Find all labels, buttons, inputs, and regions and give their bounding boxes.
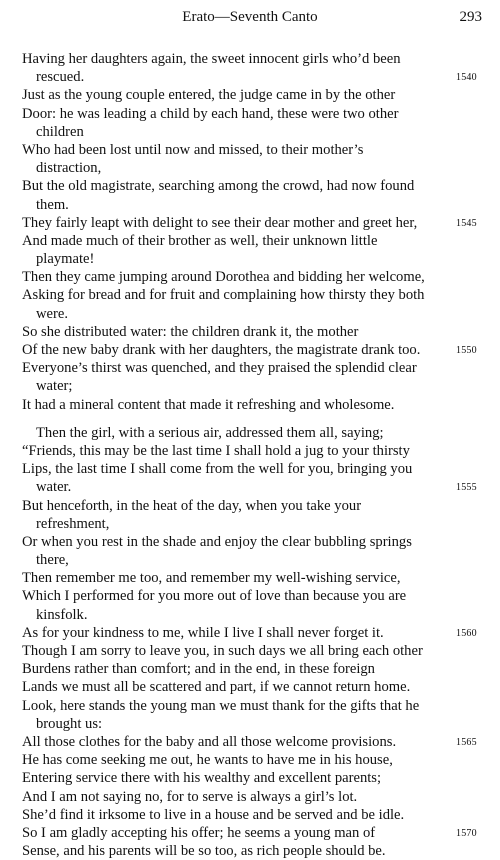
verse-line <box>22 141 450 159</box>
line-number: 1550 <box>456 345 477 356</box>
verse-line <box>22 769 450 787</box>
verse-line <box>22 86 450 104</box>
verse-line-text: water. <box>36 479 72 496</box>
verse-line-text: rescued. <box>36 69 85 86</box>
verse-line <box>22 341 477 359</box>
verse-line-text: Burdens rather than comfort; and in the end, in these foreign <box>22 661 375 678</box>
verse-line-text: Asking for bread and for fruit and complaining how thirsty they both <box>22 287 425 304</box>
line-number: 1565 <box>456 736 477 748</box>
verse-line-text: And I am not saying no, for to serve is always a girl’s lot. <box>22 788 358 805</box>
line-number: 1560 <box>456 627 477 639</box>
line-number: 1545 <box>456 217 477 229</box>
verse-line <box>22 232 450 250</box>
verse-line-text: them. <box>36 196 69 213</box>
verse-line-text: And made much of their brother as well, their unknown little <box>22 232 378 249</box>
verse-line <box>22 177 450 195</box>
verse-line-text: Look, here stands the young man we must thank for the gifts that he <box>22 697 420 714</box>
verse-line <box>22 515 450 533</box>
verse-line <box>22 478 477 496</box>
verse-line <box>22 268 450 286</box>
verse-line-text: distraction, <box>36 160 102 177</box>
verse-line <box>22 442 450 460</box>
verse-line <box>22 533 450 551</box>
verse-line <box>22 497 450 515</box>
verse-line-text: They fairly leapt with delight to see their dear mother and greet her, <box>22 214 418 231</box>
verse-line-text: brought us: <box>36 715 103 732</box>
verse-line-text: It had a mineral content that made it refreshing and wholesome. <box>22 396 395 413</box>
page-header <box>0 9 500 29</box>
line-number: 1555 <box>456 482 477 494</box>
verse-line-text: But the old magistrate, searching among the crowd, had now found <box>22 178 415 195</box>
verse-line-text: Of the new baby drank with her daughters, the magistrate drank too. <box>22 342 421 358</box>
verse-line-text: Then remember me too, and remember my well-wishing service, <box>22 570 401 587</box>
verse-line <box>22 424 450 442</box>
verse-line-text: Having her daughters again, the sweet innocent girls who’d been <box>22 51 401 67</box>
verse-line <box>22 697 450 715</box>
verse-line-text: “Friends, this may be the last time I shall hold a jug to your thirsty <box>22 442 410 459</box>
verse-line <box>22 396 450 414</box>
verse-line <box>22 68 477 86</box>
verse-line <box>22 733 477 751</box>
verse-line <box>22 824 477 842</box>
verse-line-text: All those clothes for the baby and all those welcome provisions. <box>22 733 397 750</box>
poem-text <box>22 50 477 860</box>
verse-line <box>22 286 450 304</box>
verse-line-text: refreshment, <box>36 515 110 532</box>
verse-line <box>22 660 450 678</box>
verse-line <box>22 250 450 268</box>
verse-line <box>22 377 450 395</box>
verse-line-text: Then the girl, with a serious air, addressed them all, saying; <box>36 424 384 441</box>
verse-line <box>22 359 450 377</box>
verse-line-text: Then they came jumping around Dorothea and bidding her welcome, <box>22 269 425 286</box>
verse-line-text: Which I performed for you more out of love than because you are <box>22 588 407 605</box>
line-number: 1570 <box>456 827 477 839</box>
verse-line <box>22 715 450 733</box>
verse-line <box>22 788 450 806</box>
verse-line <box>22 196 450 214</box>
verse-line-text: children <box>36 123 84 140</box>
verse-line-text: water; <box>36 378 73 395</box>
verse-line-text: there, <box>36 552 69 569</box>
verse-line <box>22 751 450 769</box>
verse-line <box>22 606 450 624</box>
verse-line-text: As for your kindness to me, while I live I shall never forget it. <box>22 624 384 641</box>
verse-line <box>22 678 450 696</box>
verse-line <box>22 323 450 341</box>
page-number: 293 <box>459 9 482 25</box>
verse-line-text: kinsfolk. <box>36 606 88 623</box>
verse-line <box>22 123 450 141</box>
verse-line-text: Who had been lost until now and missed, to their mother’s <box>22 141 364 158</box>
verse-line <box>22 642 450 660</box>
verse-line <box>22 551 450 569</box>
verse-line-text: were. <box>36 305 69 322</box>
verse-line-text: Sense, and his parents will be so too, as rich people should be. <box>22 843 386 860</box>
verse-line-text: Lands we must all be scattered and part, if we cannot return home. <box>22 679 411 696</box>
verse-line-text: She’d find it irksome to live in a house and be served and be idle. <box>22 806 405 823</box>
verse-line-text: Everyone’s thirst was quenched, and they praised the splendid clear <box>22 360 417 377</box>
verse-line <box>22 214 477 232</box>
verse-line-text: Door: he was leading a child by each hand, these were two other <box>22 105 399 122</box>
verse-line-text: So she distributed water: the children drank it, the mother <box>22 323 359 340</box>
verse-line <box>22 587 450 605</box>
verse-line-text: He has come seeking me out, he wants to have me in his house, <box>22 752 393 769</box>
verse-line <box>22 624 477 642</box>
verse-line-text: Just as the young couple entered, the judge came in by the other <box>22 87 396 104</box>
verse-line <box>22 842 450 860</box>
verse-line-text: Entering service there with his wealthy and excellent parents; <box>22 770 382 787</box>
verse-line-text: But henceforth, in the heat of the day, when you take your <box>22 497 362 514</box>
verse-line-text: playmate! <box>36 251 95 268</box>
verse-line-text: Or when you rest in the shade and enjoy the clear bubbling springs <box>22 533 412 550</box>
verse-line <box>22 806 450 824</box>
verse-line <box>22 305 450 323</box>
verse-line-text: Though I am sorry to leave you, in such days we all bring each other <box>22 643 423 659</box>
running-title: Erato—Seventh Canto <box>182 9 318 25</box>
verse-line <box>22 50 450 68</box>
verse-line-text: So I am gladly accepting his offer; he seems a young man of <box>22 824 376 841</box>
verse-line <box>22 159 450 177</box>
line-number: 1540 <box>456 72 477 84</box>
verse-line-text: Lips, the last time I shall come from the well for you, bringing you <box>22 461 413 478</box>
verse-line <box>22 460 450 478</box>
verse-line <box>22 105 450 123</box>
verse-line <box>22 569 450 587</box>
